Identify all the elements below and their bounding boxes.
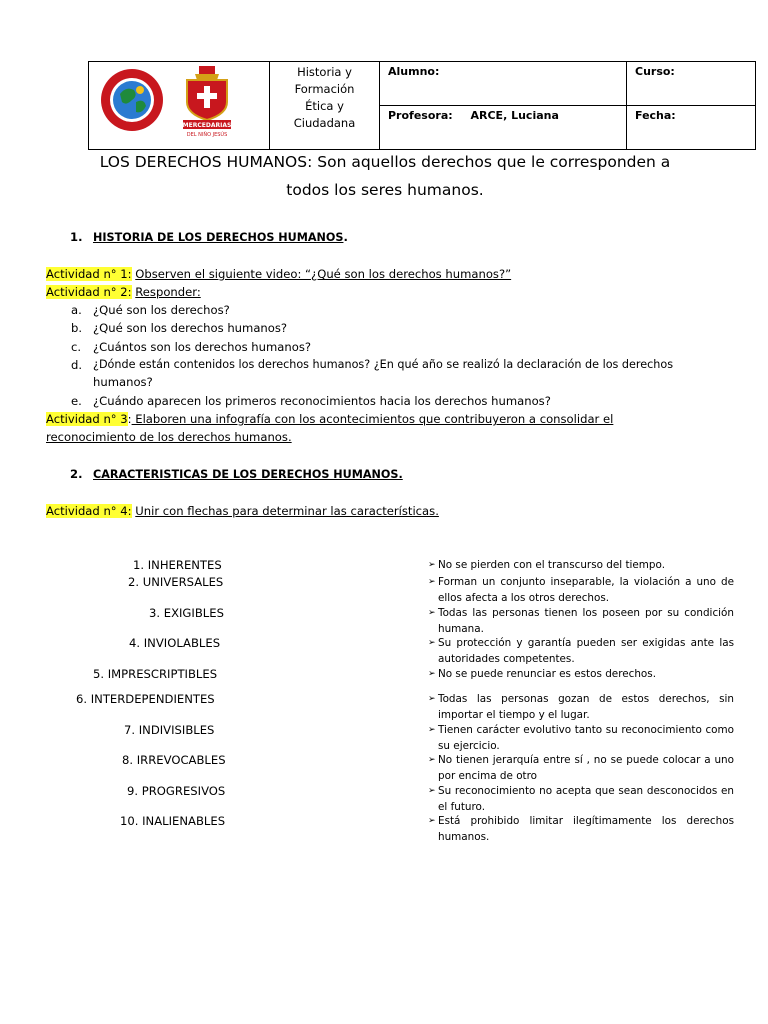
question-d-letter: d. bbox=[71, 358, 83, 372]
activity-1-label: Actividad n° 1: bbox=[46, 267, 132, 281]
subject-line-2: Formación bbox=[294, 82, 355, 96]
arrow-bullet-icon: ➢ bbox=[428, 638, 436, 648]
section-2-heading-text: CARACTERISTICAS DE LOS DERECHOS HUMANOS. bbox=[93, 468, 403, 481]
question-b: ¿Qué son los derechos humanos? bbox=[93, 321, 288, 335]
title-lead: LOS DERECHOS HUMANOS bbox=[99, 153, 308, 171]
term-8: 8. IRREVOCABLES bbox=[122, 753, 226, 767]
section-1-heading-text: HISTORIA DE LOS DERECHOS HUMANOS bbox=[93, 231, 344, 244]
description-text: No tienen jerarquía entre sí , no se puede colocar a uno por encima de otro bbox=[438, 754, 734, 782]
activity-4-label: Actividad n° 4: bbox=[46, 504, 132, 518]
description-item bbox=[428, 784, 734, 815]
term-3: 3. EXIGIBLES bbox=[149, 606, 224, 620]
school-logo-globe bbox=[100, 68, 164, 132]
fecha-label: Fecha: bbox=[635, 109, 676, 122]
description-item bbox=[428, 814, 734, 845]
section-1-heading bbox=[93, 229, 348, 246]
description-text: Su reconocimiento no acepta que sean desconocidos en el futuro. bbox=[438, 785, 734, 813]
page-title bbox=[60, 148, 710, 204]
question-c-letter: c. bbox=[71, 340, 82, 354]
profesora-field bbox=[380, 106, 627, 150]
description-text: Está prohibido limitar ilegítimamente los derechos humanos. bbox=[438, 815, 734, 843]
term-4: 4. INVIOLABLES bbox=[129, 636, 221, 650]
arrow-bullet-icon: ➢ bbox=[428, 669, 436, 679]
term-9: 9. PROGRESIVOS bbox=[127, 784, 226, 798]
activity-2-label: Actividad n° 2: bbox=[46, 285, 132, 299]
question-d: ¿Dónde están contenidos los derechos humanos? ¿En qué año se realizó la declaración de los derechos bbox=[93, 358, 674, 371]
title-rest: : Son aquellos derechos que le corresponden a bbox=[307, 153, 671, 171]
description-item bbox=[428, 753, 734, 784]
activity-3-colon: : bbox=[127, 412, 132, 426]
question-b-letter: b. bbox=[71, 321, 83, 335]
description-text: Forman un conjunto inseparable, la violación a uno de ellos afecta a los otros derechos. bbox=[438, 576, 734, 604]
description-item bbox=[428, 723, 734, 754]
activity-2 bbox=[46, 284, 201, 300]
section-1-dot: . bbox=[343, 230, 348, 244]
title-line-2: todos los seres humanos. bbox=[286, 181, 484, 199]
question-e: ¿Cuándo aparecen los primeros reconocimientos hacia los derechos humanos? bbox=[93, 394, 551, 408]
question-e-letter: e. bbox=[71, 394, 82, 408]
arrow-bullet-icon: ➢ bbox=[428, 560, 436, 570]
activity-2-text: Responder: bbox=[135, 285, 201, 299]
school-logo-shield bbox=[181, 66, 233, 138]
arrow-bullet-icon: ➢ bbox=[428, 608, 436, 618]
description-item bbox=[428, 575, 734, 606]
term-2: 2. UNIVERSALES bbox=[128, 575, 224, 589]
term-5: 5. IMPRESCRIPTIBLES bbox=[93, 667, 218, 681]
activity-4 bbox=[46, 503, 439, 519]
question-d-cont: humanos? bbox=[93, 375, 153, 389]
profesora-label: Profesora: bbox=[388, 109, 453, 122]
alumno-label: Alumno: bbox=[388, 65, 440, 78]
activity-3 bbox=[46, 411, 613, 427]
arrow-bullet-icon: ➢ bbox=[428, 725, 436, 735]
term-1: 1. INHERENTES bbox=[133, 558, 222, 572]
subject-line-3: Ética y bbox=[305, 99, 344, 113]
arrow-bullet-icon: ➢ bbox=[428, 786, 436, 796]
description-text: No se puede renunciar es estos derechos. bbox=[438, 668, 656, 680]
activity-3-text-2: reconocimiento de los derechos humanos. bbox=[46, 430, 292, 444]
curso-label: Curso: bbox=[635, 65, 675, 78]
section-1-number: 1. bbox=[70, 230, 83, 244]
fecha-field[interactable] bbox=[627, 106, 756, 150]
arrow-bullet-icon: ➢ bbox=[428, 694, 436, 704]
description-item bbox=[428, 667, 734, 683]
description-text: Su protección y garantía pueden ser exigidas ante las autoridades competentes. bbox=[438, 637, 734, 665]
alumno-field[interactable] bbox=[380, 62, 627, 106]
description-item bbox=[428, 558, 734, 574]
activity-1 bbox=[46, 266, 511, 282]
question-a-letter: a. bbox=[71, 303, 82, 317]
arrow-bullet-icon: ➢ bbox=[428, 816, 436, 826]
subject-cell bbox=[270, 62, 380, 150]
section-2-number: 2. bbox=[70, 467, 83, 481]
description-text: Todas las personas tienen los poseen por su condición humana. bbox=[438, 607, 734, 635]
description-item bbox=[428, 636, 734, 667]
section-2-heading bbox=[93, 466, 403, 483]
logo2-text-2: DEL NIÑO JESÚS bbox=[186, 132, 228, 138]
header-table bbox=[88, 61, 756, 150]
curso-field[interactable] bbox=[627, 62, 756, 106]
term-10: 10. INALIENABLES bbox=[120, 814, 226, 828]
term-6: 6. INTERDEPENDIENTES bbox=[76, 692, 215, 706]
term-7: 7. INDIVISIBLES bbox=[124, 723, 215, 737]
arrow-bullet-icon: ➢ bbox=[428, 577, 436, 587]
logo-cell bbox=[89, 62, 270, 150]
activity-3-label: Actividad n° 3 bbox=[46, 412, 128, 426]
description-text: Todas las personas gozan de estos derechos, sin importar el tiempo y el lugar. bbox=[438, 693, 734, 721]
description-text: No se pierden con el transcurso del tiempo. bbox=[438, 559, 666, 571]
logo2-text-1: MERCEDARIAS bbox=[182, 122, 232, 129]
profesora-name: ARCE, Luciana bbox=[470, 109, 559, 122]
arrow-bullet-icon: ➢ bbox=[428, 755, 436, 765]
activity-3-text: Elaboren una infografía con los acontecimientos que contribuyeron a consolidar el bbox=[131, 412, 614, 426]
description-item bbox=[428, 606, 734, 637]
subject-line-1: Historia y bbox=[297, 65, 352, 79]
activity-1-text: Observen el siguiente video: “¿Qué son los derechos humanos?” bbox=[135, 267, 512, 281]
subject-line-4: Ciudadana bbox=[293, 116, 356, 130]
description-text: Tienen carácter evolutivo tanto su reconocimiento como su ejercicio. bbox=[438, 724, 734, 752]
activity-4-text: Unir con flechas para determinar las características. bbox=[135, 504, 439, 518]
question-c: ¿Cuántos son los derechos humanos? bbox=[93, 340, 312, 354]
description-item bbox=[428, 692, 734, 723]
question-a: ¿Qué son los derechos? bbox=[93, 303, 230, 317]
